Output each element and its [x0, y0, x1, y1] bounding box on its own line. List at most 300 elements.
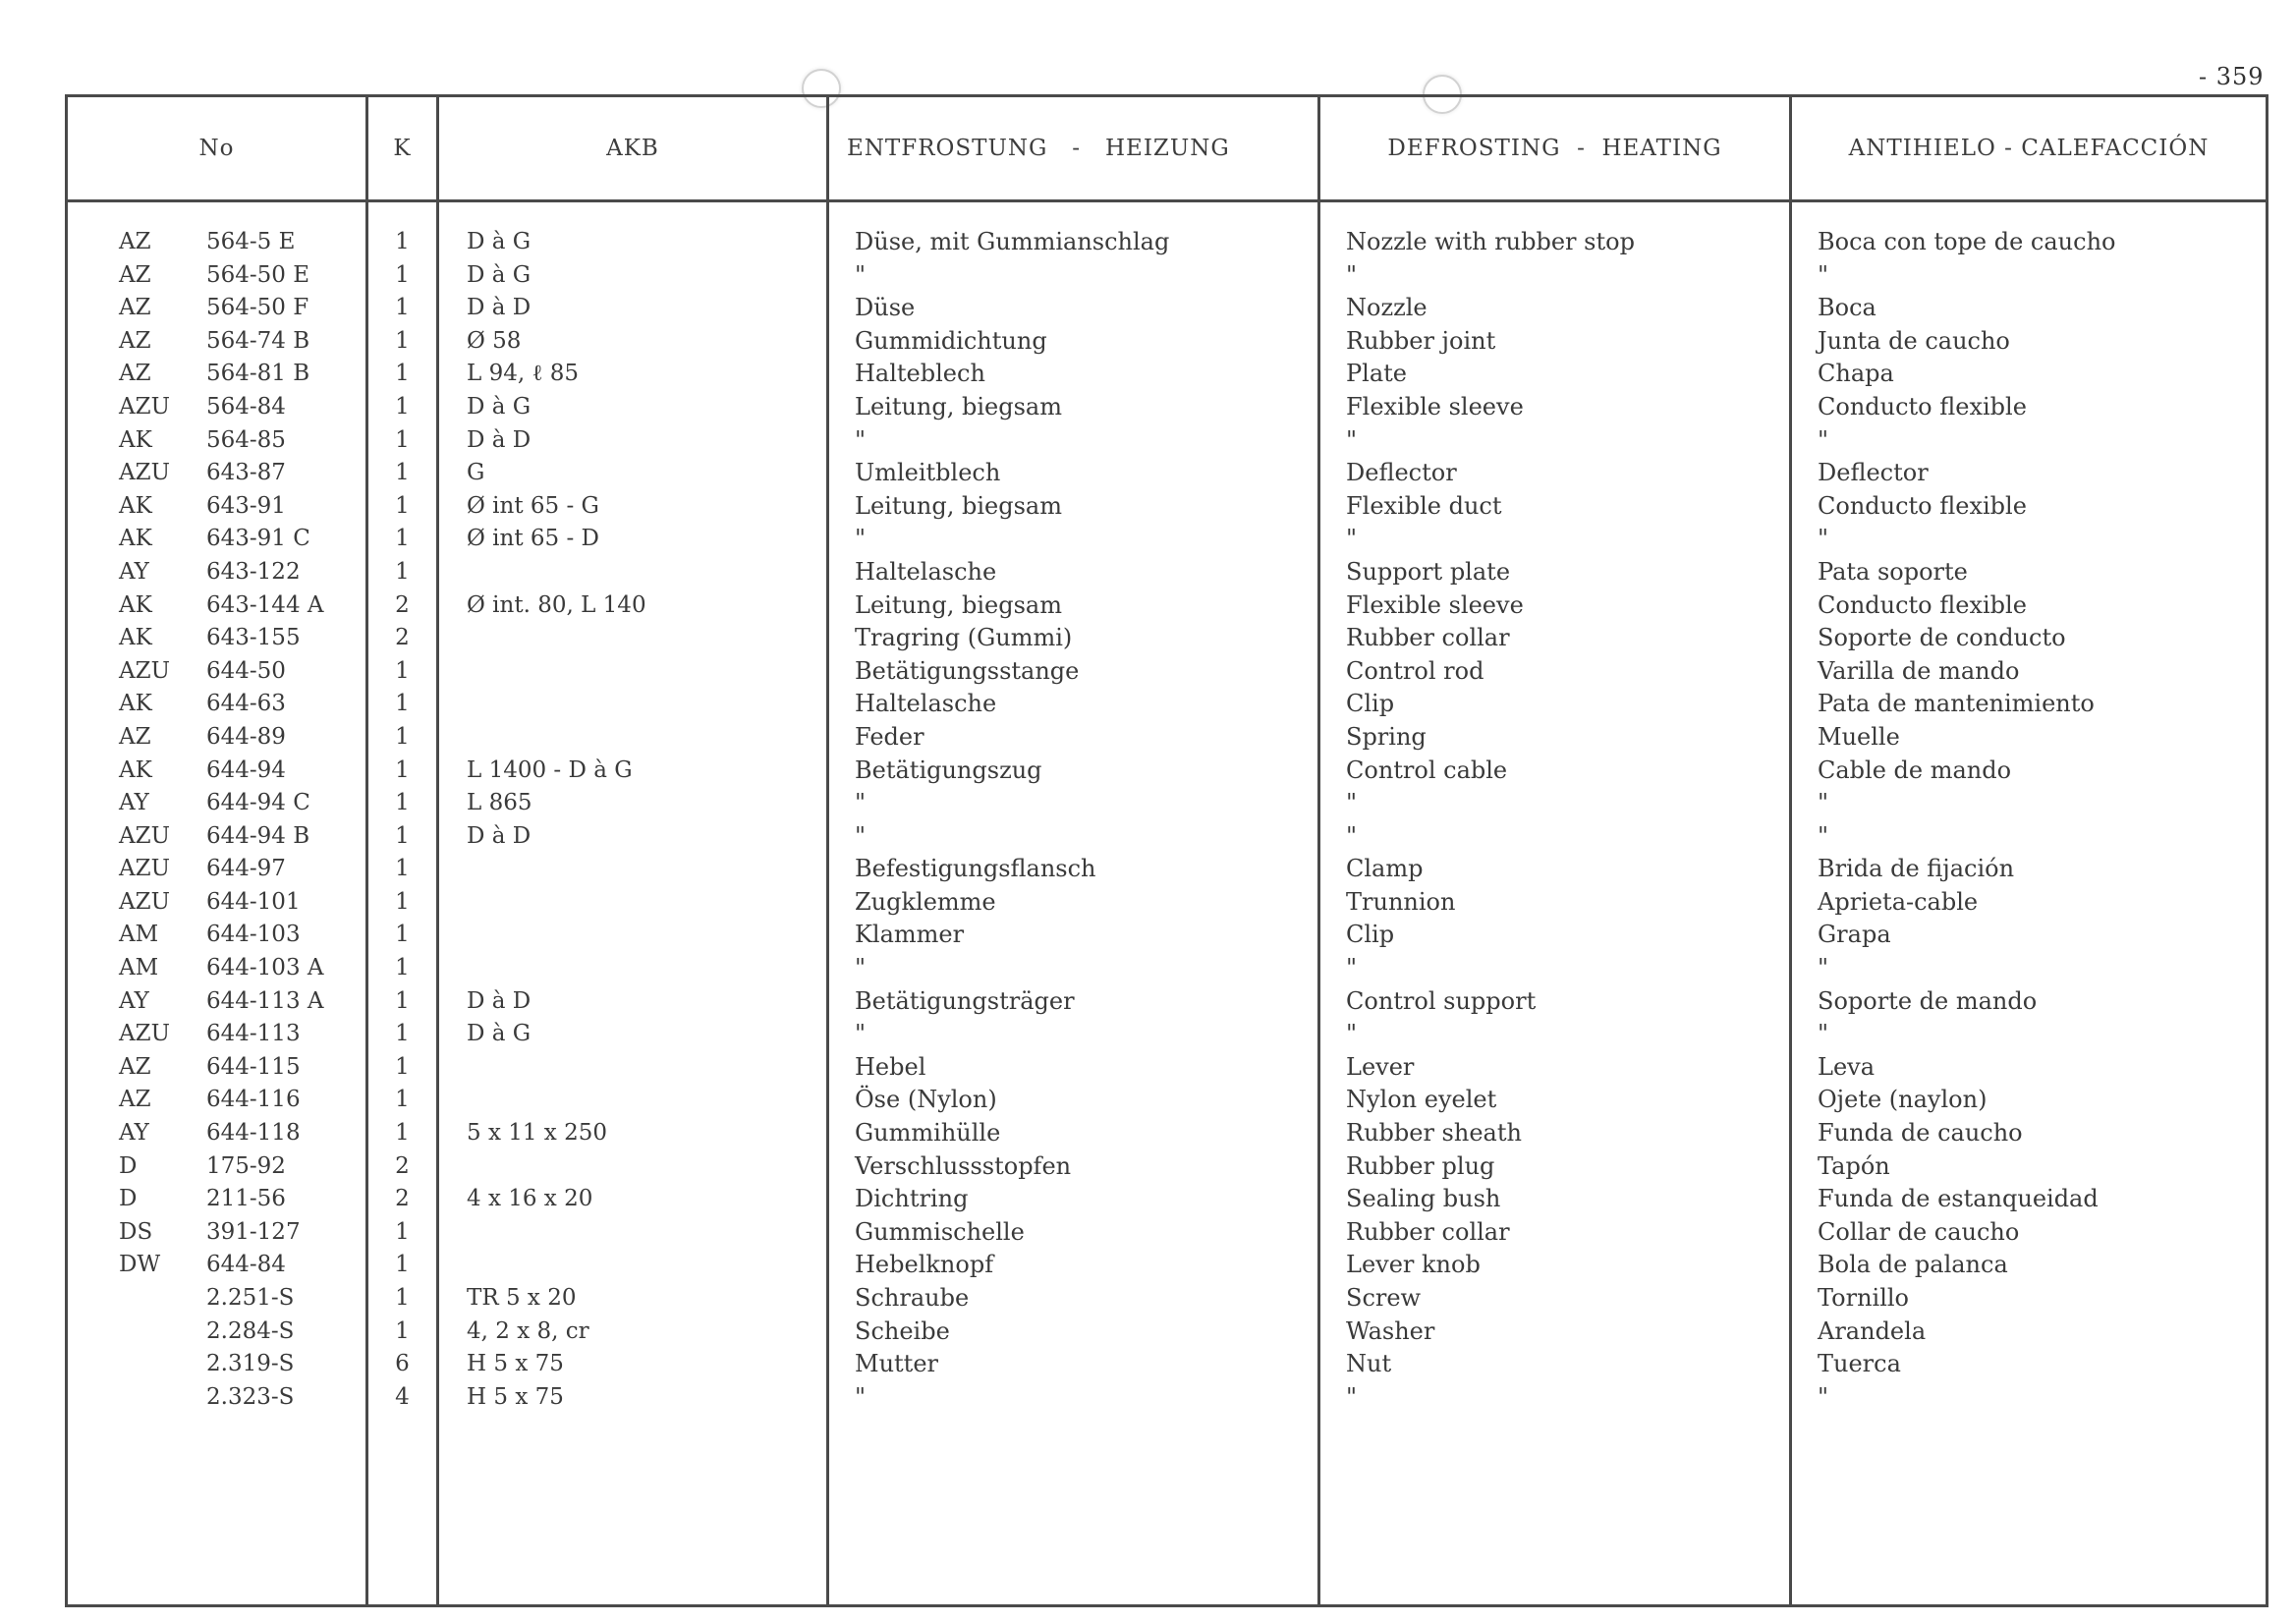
- german-name-cell: Leitung, biegsam: [855, 491, 1062, 520]
- akb-cell: H 5 x 75: [467, 1351, 564, 1377]
- english-name-cell: Spring: [1346, 722, 1427, 751]
- english-name-cell: Deflector: [1346, 459, 1457, 487]
- spanish-name-cell: Grapa: [1818, 921, 1891, 949]
- english-name-cell: Support plate: [1346, 557, 1511, 586]
- spanish-name-cell: ": [1818, 789, 1829, 817]
- quantity-cell: 1: [395, 955, 410, 981]
- akb-cell: [439, 721, 826, 755]
- german-name-cell: Gummidichtung: [855, 326, 1047, 355]
- akb-cell: 4 x 16 x 20: [467, 1186, 593, 1212]
- quantity-cell: 1: [395, 327, 410, 354]
- spanish-name-cell: Soporte de mando: [1818, 986, 2038, 1015]
- part-prefix: AY: [119, 1120, 149, 1147]
- german-name-cell: Dichtring: [855, 1185, 969, 1213]
- spanish-name-cell: Arandela: [1818, 1316, 1927, 1345]
- german-name-cell: Haltelasche: [855, 557, 997, 586]
- part-prefix: AZU: [119, 1021, 170, 1047]
- part-number-cell: [68, 391, 365, 424]
- akb-cell: [439, 622, 826, 655]
- english-name-cell: Flexible duct: [1346, 491, 1502, 520]
- part-prefix: AK: [119, 591, 152, 618]
- part-number: 564-50 E: [206, 261, 310, 288]
- quantity-cell: 1: [395, 822, 410, 849]
- header-no: No: [67, 96, 367, 201]
- akb-cell: [439, 1150, 826, 1184]
- spanish-name-cell: Pata soporte: [1818, 557, 1968, 586]
- part-prefix: DS: [119, 1218, 153, 1245]
- quantity-cell: 1: [395, 987, 410, 1014]
- spanish-name-cell: Tapón: [1818, 1151, 1890, 1180]
- spanish-name-cell: ": [1818, 954, 1829, 982]
- spanish-name-cell: ": [1818, 1020, 1829, 1048]
- part-number: 643-144 A: [206, 591, 324, 618]
- part-number: 644-63: [206, 691, 286, 717]
- part-number-cell: [68, 1216, 365, 1250]
- quantity-cell: 1: [395, 460, 410, 486]
- part-prefix: AK: [119, 492, 152, 519]
- part-number-cell: [68, 490, 365, 524]
- part-number: 175-92: [206, 1152, 286, 1179]
- german-name-cell: Klammer: [855, 921, 965, 949]
- german-name-cell: Scheibe: [855, 1316, 950, 1345]
- english-name-cell: Rubber collar: [1346, 624, 1510, 652]
- akb-cell: Ø int. 80, L 140: [467, 591, 646, 618]
- part-prefix: AY: [119, 558, 149, 585]
- german-name-cell: ": [855, 1382, 867, 1411]
- part-number-cell: [68, 1183, 365, 1216]
- part-number: 644-115: [206, 1053, 301, 1080]
- english-name-cell: Screw: [1346, 1284, 1422, 1312]
- header-akb: AKB: [438, 96, 828, 201]
- akb-cell: D à G: [467, 261, 532, 288]
- header-german: ENTFROSTUNG - HEIZUNG: [828, 96, 1319, 201]
- part-number: 2.319-S: [206, 1351, 295, 1377]
- quantity-cell: 1: [395, 888, 410, 915]
- part-number-cell: [68, 292, 365, 325]
- german-name-cell: Umleitblech: [855, 459, 1001, 487]
- part-prefix: AZU: [119, 393, 170, 420]
- english-name-cell: Nozzle with rubber stop: [1346, 228, 1635, 255]
- english-name-cell: Nut: [1346, 1350, 1392, 1378]
- part-prefix: AZU: [119, 657, 170, 684]
- german-name-cell: Gummihülle: [855, 1119, 1001, 1148]
- german-name-cell: Öse (Nylon): [855, 1086, 997, 1114]
- part-number-cell: [68, 589, 365, 623]
- akb-cell: L 94, ℓ 85: [467, 361, 580, 387]
- akb-cell: [439, 1249, 826, 1282]
- akb-cell: [439, 886, 826, 920]
- german-name-cell: Hebel: [855, 1052, 926, 1081]
- part-number-cell: [68, 755, 365, 788]
- part-number: 644-103: [206, 922, 301, 948]
- header-spanish: ANTIHIELO - CALEFACCIÓN: [1791, 96, 2268, 201]
- german-name-cell: Betätigungsstange: [855, 656, 1080, 685]
- spanish-name-cell: Junta de caucho: [1818, 326, 2010, 355]
- akb-cell: 4, 2 x 8, cr: [467, 1317, 589, 1344]
- part-number-cell: [68, 853, 365, 886]
- english-name-cell: ": [1346, 1382, 1358, 1411]
- column-spanish: [1791, 201, 2268, 1606]
- part-number-cell: [68, 523, 365, 556]
- part-number: 2.251-S: [206, 1285, 295, 1311]
- german-name-cell: Leitung, biegsam: [855, 590, 1062, 619]
- akb-cell: Ø 58: [467, 327, 522, 354]
- quantity-cell: 1: [395, 1252, 410, 1278]
- spanish-name-cell: ": [1818, 260, 1829, 289]
- part-number: 644-50: [206, 657, 286, 684]
- spanish-name-cell: Brida de fijación: [1818, 855, 2015, 883]
- part-number: 643-87: [206, 460, 286, 486]
- part-number-cell: [68, 622, 365, 655]
- part-prefix: AK: [119, 625, 152, 651]
- akb-cell: D à D: [467, 822, 532, 849]
- spanish-name-cell: Ojete (naylon): [1818, 1086, 1988, 1114]
- part-number: 564-84: [206, 393, 286, 420]
- part-number-cell: [68, 721, 365, 755]
- part-number: 644-97: [206, 856, 286, 882]
- part-number: 644-101: [206, 888, 301, 915]
- quantity-cell: 6: [395, 1351, 410, 1377]
- akb-cell: D à G: [467, 393, 532, 420]
- akb-cell: D à D: [467, 426, 532, 453]
- part-prefix: [119, 1348, 206, 1381]
- quantity-cell: 2: [395, 591, 410, 618]
- german-name-cell: ": [855, 789, 867, 817]
- akb-cell: [439, 655, 826, 689]
- part-number-cell: [68, 787, 365, 820]
- part-prefix: AZ: [119, 361, 151, 387]
- part-number: 643-155: [206, 625, 301, 651]
- column-k: [367, 201, 438, 1606]
- german-name-cell: Haltelasche: [855, 690, 997, 718]
- part-prefix: AY: [119, 790, 149, 816]
- quantity-cell: 1: [395, 361, 410, 387]
- spanish-name-cell: Muelle: [1818, 722, 1900, 751]
- part-number: 644-118: [206, 1120, 301, 1147]
- part-number-cell: [68, 358, 365, 391]
- akb-cell: D à D: [467, 987, 532, 1014]
- quantity-cell: 1: [395, 691, 410, 717]
- quantity-cell: 1: [395, 657, 410, 684]
- spanish-name-cell: Cable de mando: [1818, 756, 2012, 784]
- part-number: 644-89: [206, 723, 286, 750]
- spanish-name-cell: ": [1818, 525, 1829, 553]
- german-name-cell: Gummischelle: [855, 1217, 1025, 1246]
- akb-cell: L 865: [467, 790, 532, 816]
- english-name-cell: Rubber sheath: [1346, 1119, 1522, 1148]
- part-number-cell: [68, 655, 365, 689]
- german-name-cell: ": [855, 260, 867, 289]
- parts-table: [65, 94, 2268, 1607]
- quantity-cell: 1: [395, 1218, 410, 1245]
- quantity-cell: 1: [395, 790, 410, 816]
- part-number: 644-113 A: [206, 987, 324, 1014]
- english-name-cell: ": [1346, 425, 1358, 454]
- part-prefix: DW: [119, 1252, 161, 1278]
- english-name-cell: Sealing bush: [1346, 1185, 1501, 1213]
- header-english: DEFROSTING - HEATING: [1319, 96, 1791, 201]
- part-prefix: AZ: [119, 295, 151, 321]
- spanish-name-cell: Bola de palanca: [1818, 1251, 2008, 1279]
- english-name-cell: ": [1346, 525, 1358, 553]
- part-prefix: AZ: [119, 1053, 151, 1080]
- part-number: 564-5 E: [206, 229, 296, 254]
- page-number: - 359: [2199, 63, 2265, 90]
- quantity-cell: 1: [395, 393, 410, 420]
- part-number-cell: [68, 1316, 365, 1349]
- akb-cell: [439, 1216, 826, 1250]
- english-name-cell: Plate: [1346, 360, 1407, 388]
- spanish-name-cell: Leva: [1818, 1052, 1876, 1081]
- german-name-cell: ": [855, 954, 867, 982]
- quantity-cell: 2: [395, 1152, 410, 1179]
- quantity-cell: 1: [395, 229, 410, 254]
- quantity-cell: 1: [395, 426, 410, 453]
- part-number: 564-74 B: [206, 327, 310, 354]
- part-number: 644-94: [206, 756, 286, 783]
- part-number-cell: [68, 457, 365, 490]
- akb-cell: Ø int 65 - D: [467, 526, 599, 552]
- akb-cell: [439, 1084, 826, 1117]
- part-prefix: [119, 1381, 206, 1415]
- german-name-cell: ": [855, 425, 867, 454]
- akb-cell: L 1400 - D à G: [467, 756, 633, 783]
- english-name-cell: Clip: [1346, 921, 1395, 949]
- header-row: [67, 96, 2268, 201]
- akb-cell: [439, 1051, 826, 1085]
- quantity-cell: 1: [395, 856, 410, 882]
- english-name-cell: ": [1346, 1020, 1358, 1048]
- part-number-cell: [68, 1117, 365, 1150]
- quantity-cell: 1: [395, 1285, 410, 1311]
- german-name-cell: Halteblech: [855, 360, 985, 388]
- akb-cell: 5 x 11 x 250: [467, 1120, 607, 1147]
- column-akb: [438, 201, 828, 1606]
- part-prefix: D: [119, 1186, 138, 1212]
- quantity-cell: 1: [395, 295, 410, 321]
- part-prefix: AZU: [119, 822, 170, 849]
- german-name-cell: Schraube: [855, 1284, 970, 1312]
- german-name-cell: Leitung, biegsam: [855, 392, 1062, 420]
- german-name-cell: Düse: [855, 294, 916, 322]
- english-name-cell: Lever: [1346, 1052, 1415, 1081]
- part-number-cell: [68, 1150, 365, 1184]
- akb-cell: [439, 556, 826, 589]
- header-k: K: [367, 96, 438, 201]
- quantity-cell: 1: [395, 492, 410, 519]
- quantity-cell: 1: [395, 723, 410, 750]
- akb-cell: [439, 688, 826, 721]
- akb-cell: D à D: [467, 295, 532, 321]
- part-number: 644-103 A: [206, 955, 324, 981]
- part-number-cell: [68, 820, 365, 854]
- part-number-cell: [68, 1249, 365, 1282]
- german-name-cell: Betätigungsträger: [855, 986, 1075, 1015]
- english-name-cell: Flexible sleeve: [1346, 590, 1524, 619]
- part-number: 644-94 B: [206, 822, 310, 849]
- part-prefix: AK: [119, 691, 152, 717]
- spanish-name-cell: ": [1818, 1382, 1829, 1411]
- english-name-cell: Nylon eyelet: [1346, 1086, 1497, 1114]
- english-name-cell: Lever knob: [1346, 1251, 1481, 1279]
- quantity-cell: 1: [395, 1317, 410, 1344]
- part-prefix: AM: [119, 955, 159, 981]
- german-name-cell: Tragring (Gummi): [855, 624, 1073, 652]
- quantity-cell: 1: [395, 1120, 410, 1147]
- part-prefix: AZU: [119, 856, 170, 882]
- akb-cell: [439, 952, 826, 985]
- english-name-cell: Clamp: [1346, 855, 1424, 883]
- column-german: [828, 201, 1319, 1606]
- part-prefix: AZU: [119, 888, 170, 915]
- part-number: 564-81 B: [206, 361, 310, 387]
- spanish-name-cell: ": [1818, 821, 1829, 850]
- part-prefix: AZ: [119, 1087, 151, 1113]
- german-name-cell: Feder: [855, 722, 924, 751]
- quantity-cell: 1: [395, 1053, 410, 1080]
- part-prefix: AZU: [119, 460, 170, 486]
- part-number-cell: [68, 886, 365, 920]
- quantity-cell: 2: [395, 625, 410, 651]
- german-name-cell: ": [855, 525, 867, 553]
- german-name-cell: Befestigungsflansch: [855, 855, 1096, 883]
- spanish-name-cell: Aprieta-cable: [1818, 887, 1979, 916]
- part-number: 564-50 F: [206, 295, 309, 321]
- part-prefix: [119, 1282, 206, 1316]
- quantity-cell: 4: [395, 1383, 410, 1410]
- spanish-name-cell: Chapa: [1818, 360, 1894, 388]
- spanish-name-cell: Conducto flexible: [1818, 491, 2027, 520]
- quantity-cell: 1: [395, 1021, 410, 1047]
- spanish-name-cell: Conducto flexible: [1818, 590, 2027, 619]
- part-prefix: [119, 1316, 206, 1349]
- english-name-cell: Rubber collar: [1346, 1217, 1510, 1246]
- german-name-cell: Verschlussstopfen: [855, 1151, 1072, 1180]
- spanish-name-cell: Funda de estanqueidad: [1818, 1185, 2099, 1213]
- english-name-cell: Control cable: [1346, 756, 1508, 784]
- part-number-cell: [68, 952, 365, 985]
- part-number: 2.284-S: [206, 1317, 295, 1344]
- quantity-cell: 2: [395, 1186, 410, 1212]
- german-name-cell: Mutter: [855, 1350, 938, 1378]
- part-number-cell: [68, 259, 365, 293]
- english-name-cell: ": [1346, 260, 1358, 289]
- part-number-cell: [68, 1348, 365, 1381]
- part-number: 643-122: [206, 558, 301, 585]
- spanish-name-cell: Funda de caucho: [1818, 1119, 2023, 1148]
- part-number-cell: [68, 226, 365, 259]
- quantity-cell: 1: [395, 558, 410, 585]
- english-name-cell: Trunnion: [1346, 887, 1456, 916]
- german-name-cell: Betätigungszug: [855, 756, 1042, 784]
- english-name-cell: ": [1346, 821, 1358, 850]
- quantity-cell: 1: [395, 922, 410, 948]
- part-number: 644-84: [206, 1252, 286, 1278]
- part-number-cell: [68, 1051, 365, 1085]
- quantity-cell: 1: [395, 756, 410, 783]
- spanish-name-cell: Boca: [1818, 294, 1876, 322]
- english-name-cell: ": [1346, 954, 1358, 982]
- spanish-name-cell: Pata de mantenimiento: [1818, 690, 2095, 718]
- german-name-cell: ": [855, 821, 867, 850]
- akb-cell: [439, 853, 826, 886]
- part-number-cell: [68, 325, 365, 359]
- part-number: 2.323-S: [206, 1383, 295, 1410]
- part-number: 643-91: [206, 492, 286, 519]
- part-prefix: AK: [119, 756, 152, 783]
- part-prefix: AM: [119, 922, 159, 948]
- german-name-cell: Hebelknopf: [855, 1251, 994, 1279]
- english-name-cell: Clip: [1346, 690, 1395, 718]
- english-name-cell: Washer: [1346, 1316, 1435, 1345]
- quantity-cell: 1: [395, 261, 410, 288]
- akb-cell: D à G: [467, 229, 532, 254]
- akb-cell: H 5 x 75: [467, 1383, 564, 1410]
- part-number-cell: [68, 688, 365, 721]
- part-prefix: AY: [119, 987, 149, 1014]
- spanish-name-cell: Boca con tope de caucho: [1818, 228, 2116, 255]
- akb-cell: TR 5 x 20: [467, 1285, 577, 1311]
- akb-cell: D à G: [467, 1021, 532, 1047]
- spanish-name-cell: Tornillo: [1818, 1284, 1909, 1312]
- part-number: 391-127: [206, 1218, 301, 1245]
- part-number-cell: [68, 1084, 365, 1117]
- part-number-cell: [68, 1381, 365, 1415]
- akb-cell: Ø int 65 - G: [467, 492, 599, 519]
- part-prefix: AZ: [119, 327, 151, 354]
- part-prefix: AK: [119, 426, 152, 453]
- part-prefix: AZ: [119, 261, 151, 288]
- spanish-name-cell: Collar de caucho: [1818, 1217, 2020, 1246]
- spanish-name-cell: Deflector: [1818, 459, 1929, 487]
- german-name-cell: ": [855, 1020, 867, 1048]
- part-number-cell: [68, 1018, 365, 1051]
- part-number: 644-116: [206, 1087, 301, 1113]
- body-row: [67, 201, 2268, 1606]
- german-name-cell: Düse, mit Gummianschlag: [855, 228, 1170, 255]
- english-name-cell: ": [1346, 789, 1358, 817]
- quantity-cell: 1: [395, 526, 410, 552]
- part-number-cell: [68, 424, 365, 458]
- part-number-cell: [68, 985, 365, 1019]
- part-prefix: AZ: [119, 723, 151, 750]
- part-number: 211-56: [206, 1186, 286, 1212]
- part-number: 564-85: [206, 426, 286, 453]
- quantity-cell: 1: [395, 1087, 410, 1113]
- english-name-cell: Control rod: [1346, 656, 1484, 685]
- spanish-name-cell: Varilla de mando: [1818, 656, 2020, 685]
- part-prefix: AK: [119, 526, 152, 552]
- akb-cell: [439, 919, 826, 952]
- english-name-cell: Rubber joint: [1346, 326, 1496, 355]
- german-name-cell: Zugklemme: [855, 887, 996, 916]
- column-english: [1319, 201, 1791, 1606]
- spanish-name-cell: Conducto flexible: [1818, 392, 2027, 420]
- english-name-cell: Control support: [1346, 986, 1537, 1015]
- part-prefix: AZ: [119, 229, 151, 254]
- part-number: 644-113: [206, 1021, 301, 1047]
- part-number-cell: [68, 919, 365, 952]
- spanish-name-cell: ": [1818, 425, 1829, 454]
- part-prefix: D: [119, 1152, 138, 1179]
- part-number: 644-94 C: [206, 790, 310, 816]
- english-name-cell: Flexible sleeve: [1346, 392, 1524, 420]
- english-name-cell: Nozzle: [1346, 294, 1428, 322]
- part-number-cell: [68, 1282, 365, 1316]
- english-name-cell: Rubber plug: [1346, 1151, 1495, 1180]
- part-number: 643-91 C: [206, 526, 310, 552]
- part-number-cell: [68, 556, 365, 589]
